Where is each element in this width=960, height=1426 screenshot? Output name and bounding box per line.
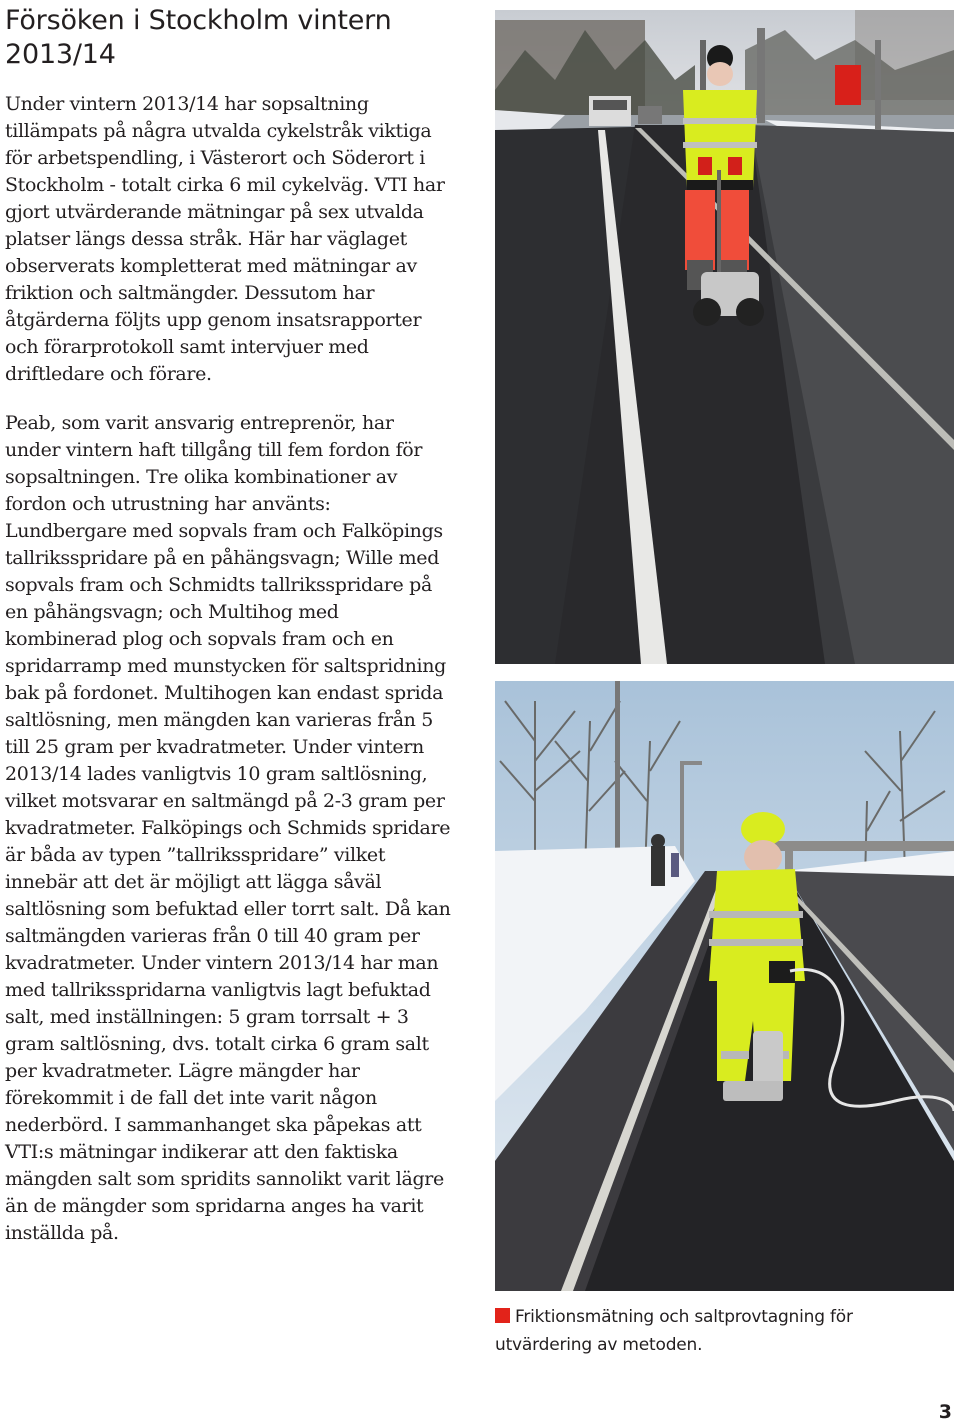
photo-caption — [495, 1303, 935, 1359]
photo-salt-sampling — [495, 681, 954, 1291]
paragraph-equipment: Peab, som varit ansvarig entreprenör, har under vintern haft tillgång till fem fordon för sopsaltningen. Tre olika kombinationer av fordon och utrustning har använts: Lundbergare med sopvals fram och Falköpings tallriksspridare på en påhängsvagn; Wille med sopvals fram och Schmidts tallriksspridare på en påhängsvagn; och Multihog med kombinerad plog och sopvals fram och en spridarramp med munstycken för saltspridning bak på fordonet. Multihogen kan endast sprida saltlösning, men mängden kan varieras från 5 till 25 gram per kvadratmeter. Under vintern 2013/14 lades vanligtvis 10 gram saltlösning, vilket motsvarar en saltmängd på 2-3 gram per kvadratmeter. Falköpings och Schmids spridare är båda av typen ”tallriksspridare” vilket innebär att det är möjligt att lägga såväl saltlösning som befuktad eller torrt salt. Då kan saltmängden varieras från 0 till 40 gram per kvadratmeter. Under vintern 2013/14 har man med tallriksspridarna vanligtvis lagt befuktad salt, med inställningen: 5 gram torrsalt + 3 gram saltlösning, dvs. totalt cirka 6 gram salt per kvadratmeter. Lägre mängder har förekommit i de fall det inte varit någon nederbörd. I sammanhanget ska påpekas att VTI:s mätningar indikerar att den faktiska mängden salt som spridits sannolikt varit lägre än de mängder som spridarna anges ha varit inställda på. — [5, 412, 451, 1244]
page-heading: Försöken i Stockholm vintern 2013/14 — [5, 5, 392, 70]
photo-friction-measurement-illustration — [495, 10, 954, 664]
photo-caption-text: Friktionsmätning och saltprovtagning för utvärdering av metoden. — [495, 1307, 853, 1355]
page-number: 3 — [938, 1401, 952, 1423]
photo-salt-sampling-illustration — [495, 681, 954, 1291]
paragraph-intro: Under vintern 2013/14 har sopsaltning tillämpats på några utvalda cykelstråk viktiga för arbetspendling, i Västerort och Söderort i Stockholm - totalt cirka 6 mil cykelväg. VTI har gjort utvärderande mätningar på sex utvalda platser längs dessa stråk. Här har väglaget observerats kompletterat med mätningar av friktion och saltmängder. Dessutom har åtgärderna följts upp genom insatsrapporter och förarprotokoll samt intervjuer med driftledare och förare. — [5, 93, 445, 385]
caption-marker-square — [495, 1308, 510, 1323]
photo-friction-measurement — [495, 10, 954, 664]
body-text-column — [5, 91, 453, 1247]
